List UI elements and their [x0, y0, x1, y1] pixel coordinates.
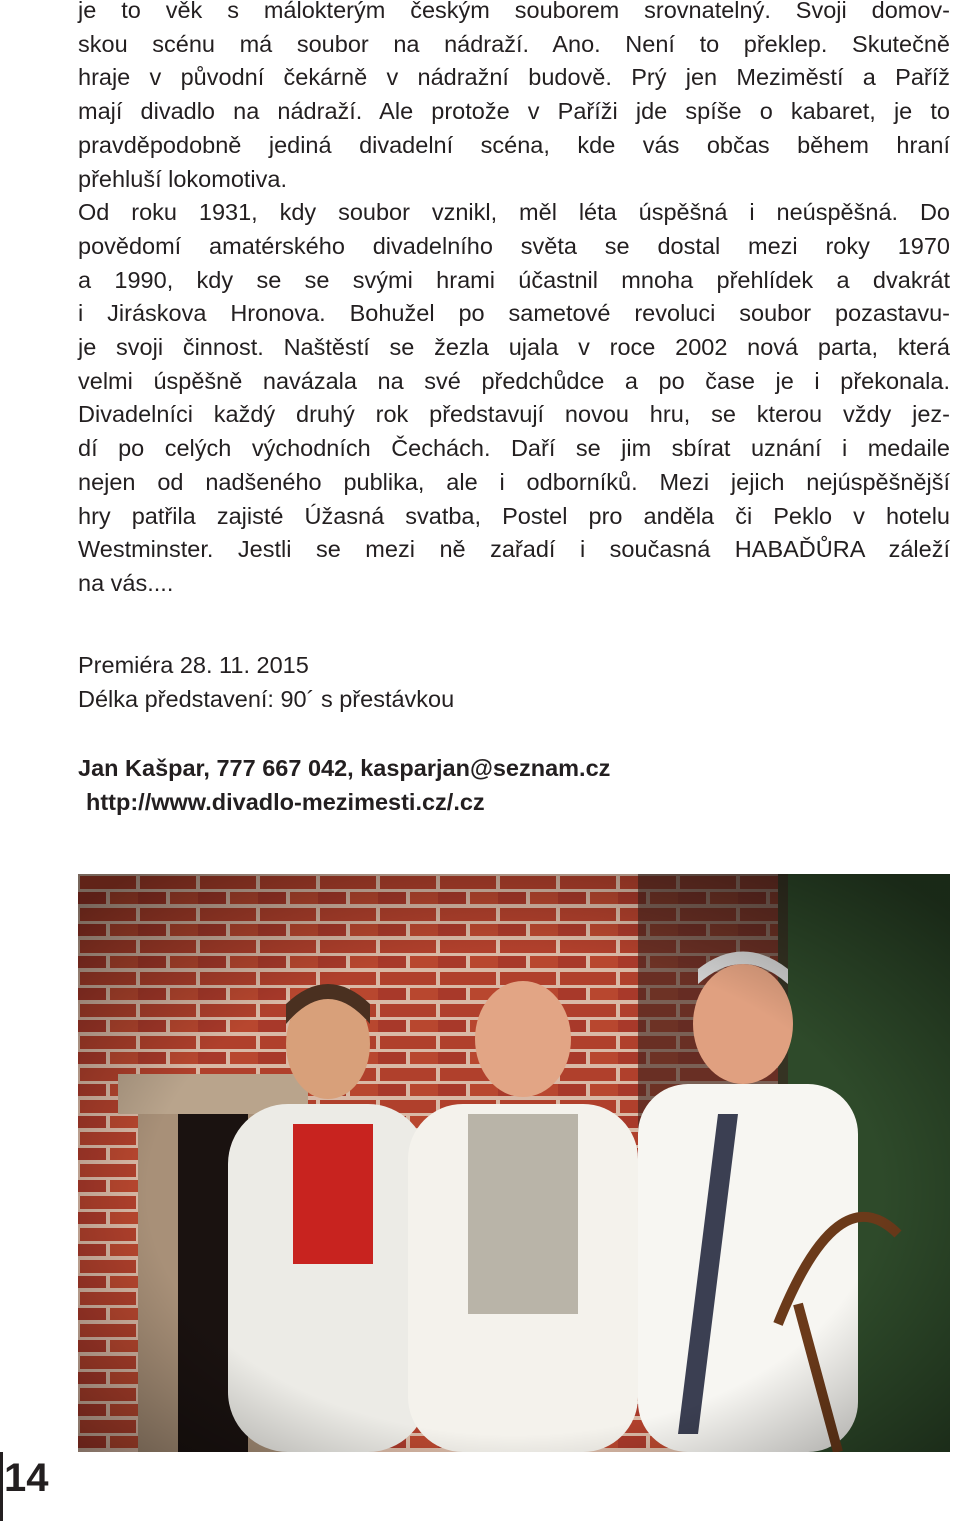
- stage-photo: [78, 874, 950, 1452]
- article-line: Westminster. Jestli se mezi ně zařadí i současná HABAĎŮRA záleží: [78, 536, 950, 563]
- article-line: dí po celých východních Čechách. Daří se jim sbírat uznání i medaile: [78, 435, 950, 462]
- contact-person: Jan Kašpar, 777 667 042, kasparjan@seznam.cz: [78, 755, 611, 781]
- article-line: hry patřila zajisté Úžasná svatba, Postel pro anděla či Peklo v hotelu: [78, 502, 950, 529]
- stage-photo-illustration: [78, 874, 950, 1452]
- article-line: skou scénu má soubor na nádraží. Ano. Není to překlep. Skutečně: [78, 30, 950, 57]
- article-line: Divadelníci každý druhý rok představují novou hru, se kterou vždy jez-: [78, 401, 950, 428]
- article-body: [78, 0, 950, 601]
- article-line: a 1990, kdy se se svými hrami účastnil mnoha přehlídek a dvakrát: [78, 266, 950, 293]
- website-link[interactable]: http://www.divadlo-mezimesti.cz/.cz: [86, 789, 485, 815]
- contact-block: [78, 751, 610, 819]
- performance-info: [78, 648, 454, 716]
- article-line: Od roku 1931, kdy soubor vznikl, měl léta úspěšná i neúspěšná. Do: [78, 199, 950, 226]
- article-line: je to věk s málokterým českým souborem srovnatelný. Svoji domov-: [78, 0, 950, 23]
- page-number: 14: [4, 1456, 49, 1500]
- article-line: velmi úspěšně navázala na své předchůdce a po čase je i překonala.: [78, 367, 950, 394]
- article-line: přehluší lokomotiva.: [78, 165, 287, 192]
- article-line: na vás....: [78, 569, 174, 596]
- article-line: povědomí amatérského divadelního světa se dostal mezi roky 1970: [78, 232, 950, 259]
- page-edge-rule: [0, 1452, 3, 1521]
- article-line: je svoji činnost. Naštěstí se žezla ujala v roce 2002 nová parta, která: [78, 334, 950, 361]
- article-line: mají divadlo na nádraží. Ale protože v Paříži jde spíše o kabaret, je to: [78, 98, 950, 125]
- article-line: i Jiráskova Hronova. Bohužel po sametové revoluci soubor pozastavu-: [78, 300, 950, 327]
- article-line: hraje v původní čekárně v nádražní budově. Prý jen Meziměstí a Paříž: [78, 64, 950, 91]
- article-line: nejen od nadšeného publika, ale i odborníků. Mezi jejich nejúspěšnější: [78, 468, 950, 495]
- premiere-date: Premiéra 28. 11. 2015: [78, 652, 309, 678]
- performance-duration: Délka představení: 90´ s přestávkou: [78, 686, 455, 712]
- article-line: pravděpodobně jediná divadelní scéna, kde vás občas během hraní: [78, 131, 950, 158]
